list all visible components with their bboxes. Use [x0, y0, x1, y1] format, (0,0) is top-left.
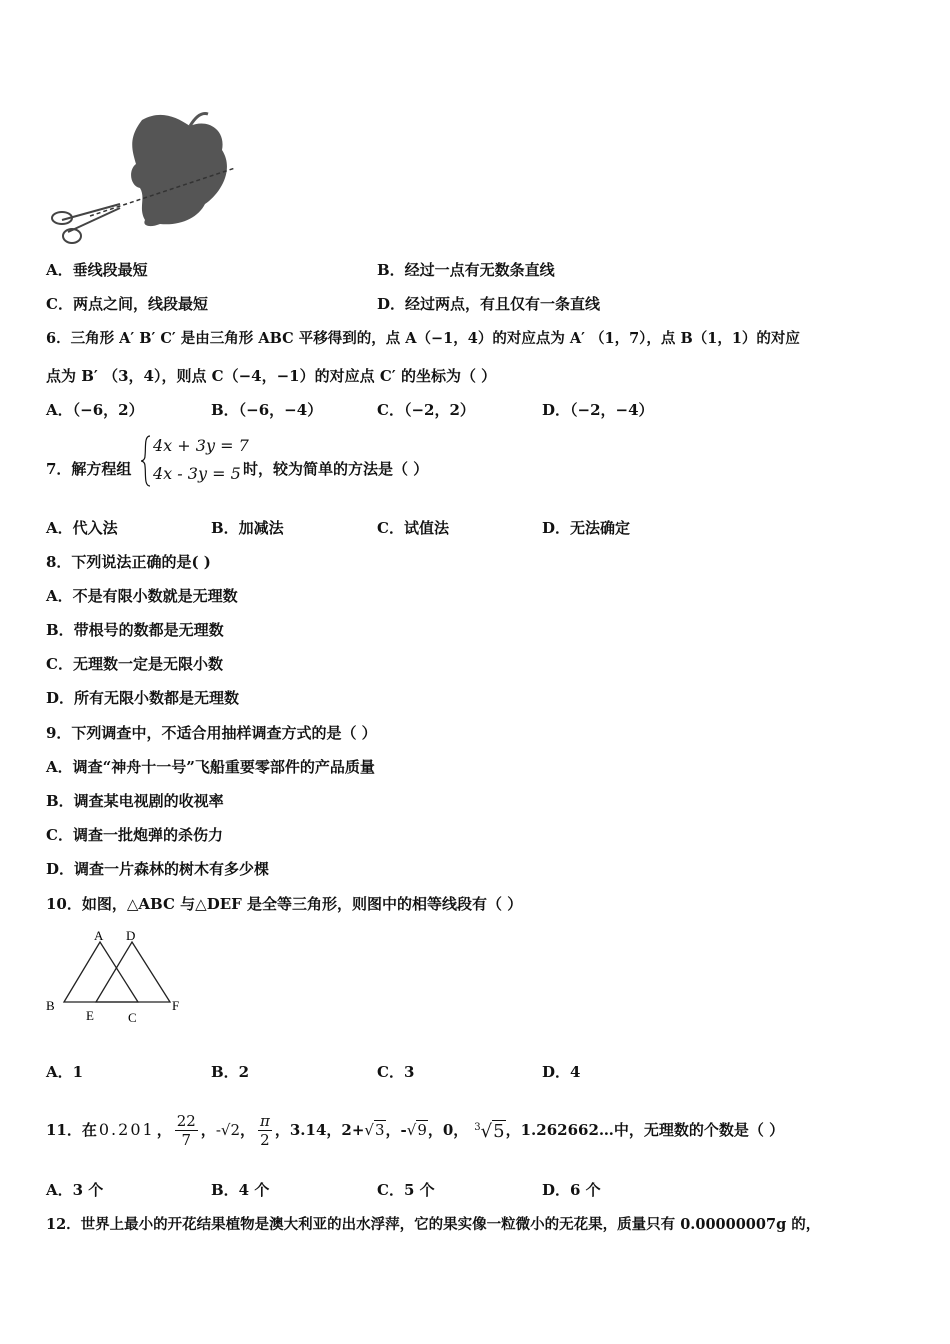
- q9-option-b: B．调查某电视剧的收视率: [46, 792, 224, 810]
- q11-prefix: 11．在: [46, 1121, 97, 1139]
- q8-option-a: A．不是有限小数就是无理数: [46, 587, 238, 605]
- q11-option-c: C．5 个: [377, 1181, 435, 1199]
- q7-option-a: A．代入法: [46, 519, 118, 537]
- q6-option-a: A．（−6，2）: [46, 401, 144, 419]
- q6-option-d: D．（−2，−4）: [542, 401, 654, 419]
- label-b: B: [46, 998, 55, 1013]
- q9-option-a: A．调查“神舟十一号”飞船重要零部件的产品质量: [46, 758, 375, 776]
- q10-option-a: A．1: [46, 1063, 84, 1081]
- q6-stem-line1: 6．三角形 A′ B′ C′ 是由三角形 ABC 平移得到的，点 A（−1，4）的对应点为 A′ （1，7），点 B（1，1）的对应: [46, 330, 800, 347]
- q6-stem-line2: 点为 B′ （3，4），则点 C（−4，−1）的对应点 C′ 的坐标为（ ）: [46, 367, 497, 385]
- q8-option-b: B．带根号的数都是无理数: [46, 621, 224, 639]
- sqrt-3: √3: [364, 1121, 385, 1139]
- q11-option-b: B．4 个: [211, 1181, 270, 1199]
- q7-equation-1: 4x + 3y = 7: [153, 436, 249, 455]
- q11-option-a: A．3 个: [46, 1181, 104, 1199]
- q9-option-d: D．调查一片森林的树木有多少棵: [46, 860, 270, 878]
- scissors-icon: [52, 204, 120, 243]
- q8-option-d: D．所有无限小数都是无理数: [46, 689, 240, 707]
- label-a: A: [94, 928, 104, 943]
- q7-option-c: C．试值法: [377, 519, 449, 537]
- cube-root-5: $^3$√5: [474, 1121, 505, 1142]
- label-c: C: [128, 1010, 137, 1025]
- label-d: D: [126, 928, 136, 943]
- neg-sqrt-2: -√2: [215, 1121, 240, 1139]
- q7-equation-2: 4x - 3y = 5: [153, 464, 241, 483]
- q9-stem: 9．下列调查中，不适合用抽样调查方式的是（ ）: [46, 724, 377, 742]
- q12-stem-line1: 12．世界上最小的开花结果植物是澳大利亚的出水浮萍，它的果实像一粒微小的无花果，质量只有 0.00000007g 的，: [46, 1216, 821, 1233]
- q6-option-c: C．（−2，2）: [377, 401, 475, 419]
- q6-option-b: B．（−6，−4）: [211, 401, 323, 419]
- q11-stem: 11．在 0.201 ， $\frac{22}{7}$ ， -√2 ， $\frac{\pi}{2}$ ，3.14，2+ √3 ，- √9 ，0， $^3$√5 ，1.262662…中，无理数的个数是（ ）: [46, 1100, 784, 1160]
- q8-stem: 8．下列说法正确的是( ): [46, 553, 211, 571]
- leaf-scissors-figure: [50, 108, 240, 248]
- repeating-decimal: 0.201: [98, 1120, 155, 1139]
- q7-option-d: D．无法确定: [542, 519, 631, 537]
- fraction-pi-2: $\frac{\pi}{2}$: [260, 1111, 270, 1149]
- q7-option-b: B．加减法: [211, 519, 284, 537]
- q10-option-d: D．4: [542, 1063, 581, 1081]
- q5-option-c: C．两点之间，线段最短: [46, 295, 208, 313]
- q7-suffix: 时，较为简单的方法是（ ）: [243, 460, 429, 478]
- triangles-figure: [40, 926, 190, 1026]
- q7-prefix: 7．解方程组: [46, 460, 132, 478]
- label-e: E: [86, 1008, 94, 1023]
- q9-option-c: C．调查一批炮弹的杀伤力: [46, 826, 223, 844]
- q5-option-a: A．垂线段最短: [46, 261, 148, 279]
- q8-option-c: C．无理数一定是无限小数: [46, 655, 223, 673]
- q11-option-d: D．6 个: [542, 1181, 601, 1199]
- q10-option-b: B．2: [211, 1063, 250, 1081]
- label-f: F: [172, 998, 180, 1013]
- fraction-22-7: $\frac{22}{7}$: [176, 1111, 196, 1149]
- q10-option-c: C．3: [377, 1063, 415, 1081]
- leaf-shape: [131, 115, 227, 226]
- system-brace: [140, 434, 152, 488]
- q11-suffix: ，1.262662…中，无理数的个数是（ ）: [505, 1121, 785, 1139]
- q10-stem: 10．如图，△ABC 与△DEF 是全等三角形，则图中的相等线段有（ ）: [46, 895, 523, 913]
- q5-option-b: B．经过一点有无数条直线: [377, 261, 555, 279]
- sqrt-9: √9: [406, 1121, 427, 1139]
- q5-option-d: D．经过两点，有且仅有一条直线: [377, 295, 601, 313]
